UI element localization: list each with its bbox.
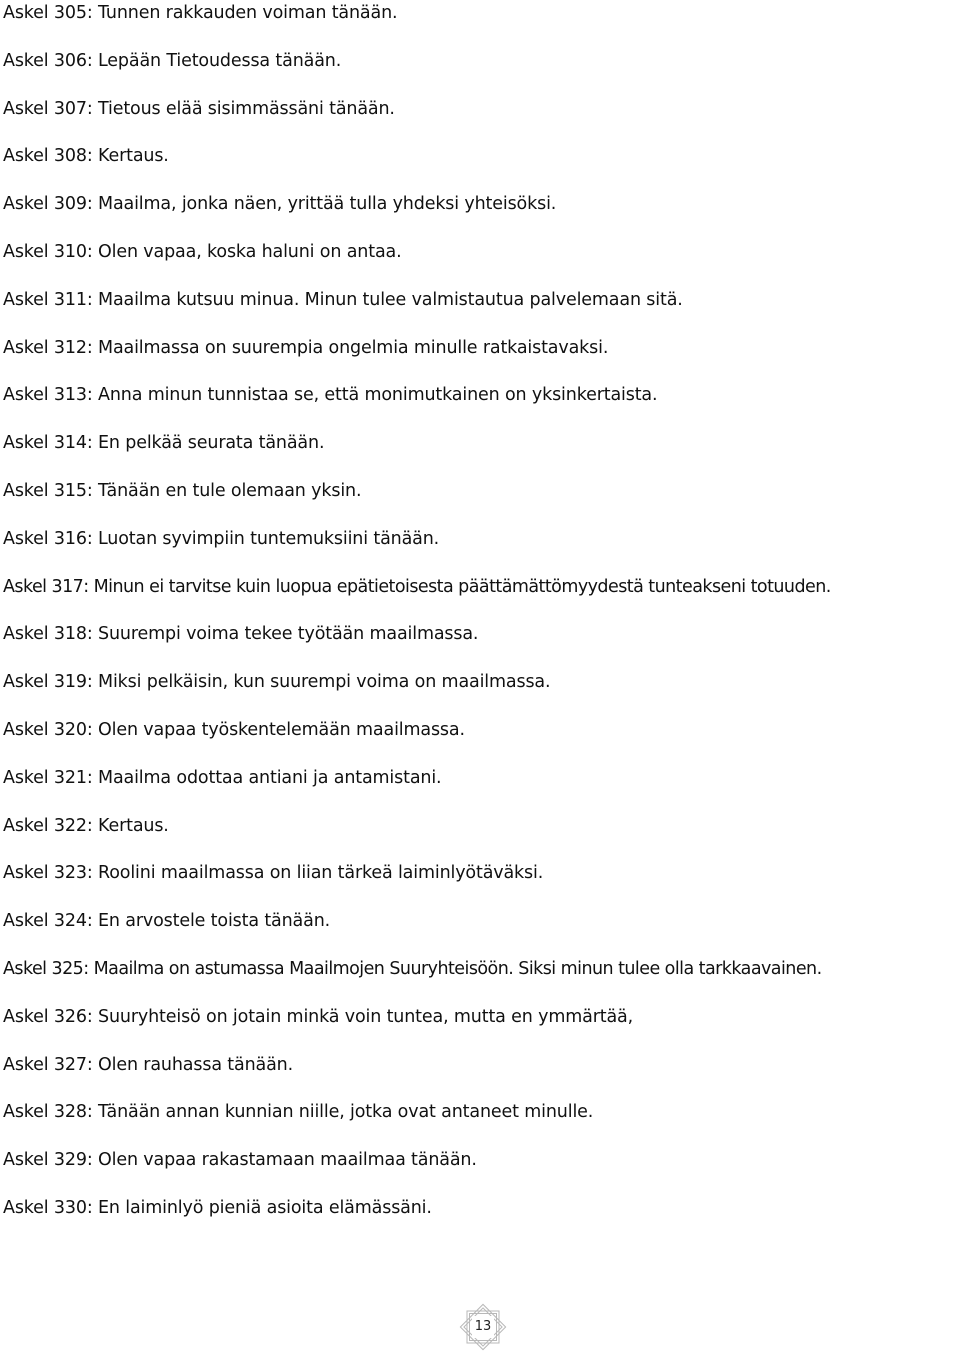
step-line: Askel 312: Maailmassa on suurempia ongelmia minulle ratkaistavaksi. — [3, 337, 609, 358]
steps-list — [3, 0, 958, 1243]
step-line: Askel 313: Anna minun tunnistaa se, että monimutkainen on yksinkertaista. — [3, 385, 658, 406]
step-line: Askel 326: Suuryhteisö on jotain minkä voin tuntea, mutta en ymmärtää, — [3, 1006, 634, 1027]
step-line: Askel 310: Olen vapaa, koska haluni on antaa. — [3, 241, 402, 262]
step-line: Askel 314: En pelkää seurata tänään. — [3, 433, 325, 454]
step-line: Askel 306: Lepään Tietoudessa tänään. — [3, 50, 342, 71]
step-line: Askel 329: Olen vapaa rakastamaan maailmaa tänään. — [3, 1150, 477, 1171]
step-line: Askel 327: Olen rauhassa tänään. — [3, 1054, 294, 1075]
step-line: Askel 325: Maailma on astumassa Maailmojen Suuryhteisöön. Siksi minun tulee olla tarkkaavainen. — [3, 958, 822, 979]
page-number-badge — [455, 1299, 511, 1355]
step-line: Askel 316: Luotan syvimpiin tuntemuksiini tänään. — [3, 528, 440, 549]
step-line: Askel 322: Kertaus. — [3, 815, 169, 836]
step-line: Askel 319: Miksi pelkäisin, kun suurempi voima on maailmassa. — [3, 672, 551, 693]
step-line: Askel 308: Kertaus. — [3, 146, 169, 167]
page-number: 13 — [474, 1319, 492, 1334]
step-line: Askel 328: Tänään annan kunnian niille, jotka ovat antaneet minulle. — [3, 1102, 594, 1123]
step-line: Askel 311: Maailma kutsuu minua. Minun tulee valmistautua palvelemaan sitä. — [3, 289, 683, 310]
step-line: Askel 321: Maailma odottaa antiani ja antamistani. — [3, 767, 442, 788]
step-line: Askel 315: Tänään en tule olemaan yksin. — [3, 480, 362, 501]
step-line: Askel 309: Maailma, jonka näen, yrittää tulla yhdeksi yhteisöksi. — [3, 194, 557, 215]
step-line: Askel 320: Olen vapaa työskentelemään maailmassa. — [3, 719, 465, 740]
step-line: Askel 324: En arvostele toista tänään. — [3, 911, 331, 932]
step-line: Askel 323: Roolini maailmassa on liian tärkeä laiminlyötäväksi. — [3, 863, 544, 884]
step-line: Askel 305: Tunnen rakkauden voiman tänään. — [3, 3, 398, 23]
step-line: Askel 307: Tietous elää sisimmässäni tänään. — [3, 98, 395, 119]
step-line: Askel 330: En laiminlyö pieniä asioita elämässäni. — [3, 1197, 432, 1218]
step-line: Askel 318: Suurempi voima tekee työtään maailmassa. — [3, 624, 479, 645]
step-line: Askel 317: Minun ei tarvitse kuin luopua epätietoisesta päättämättömyydestä tunteakseni totuuden. — [3, 576, 831, 597]
